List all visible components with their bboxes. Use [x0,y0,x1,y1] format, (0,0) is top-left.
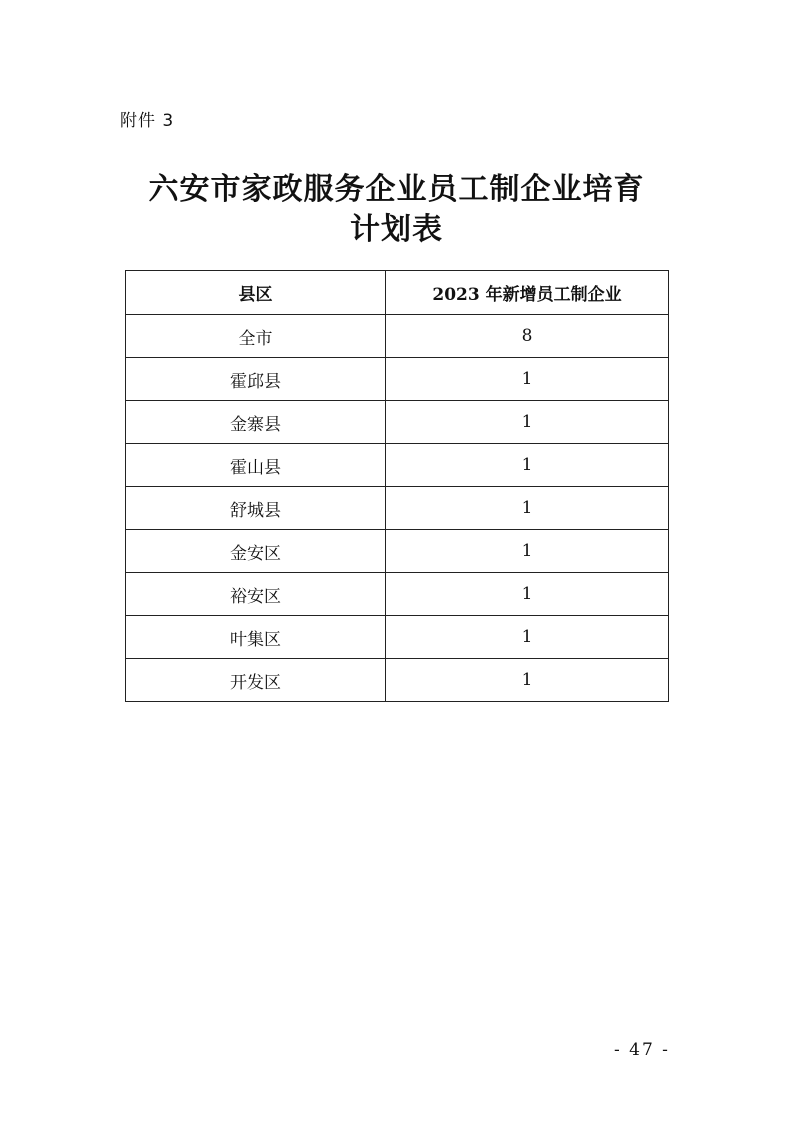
count-cell: 1 [386,487,669,530]
table-row [126,401,669,444]
count-cell: 1 [386,401,669,444]
count-cell: 1 [386,573,669,616]
count-cell: 1 [386,659,669,702]
count-cell: 8 [386,315,669,358]
count-cell: 1 [386,530,669,573]
table-row [126,573,669,616]
table-row [126,315,669,358]
table-header-row [126,271,669,315]
column-header-area: 县区 [126,271,386,315]
area-cell: 叶集区 [126,616,386,659]
count-cell: 1 [386,444,669,487]
table-row [126,358,669,401]
table-row [126,659,669,702]
count-cell: 1 [386,358,669,401]
document-title-line1: 六安市家政服务企业员工制企业培育 [148,172,645,207]
area-cell: 金安区 [126,530,386,573]
area-cell: 霍山县 [126,444,386,487]
table-row [126,616,669,659]
table-row [126,530,669,573]
document-title-line2: 计划表 [350,212,443,247]
plan-table [125,270,669,702]
table-row [126,444,669,487]
page-number: - 47 - [614,1040,670,1060]
table-row [126,487,669,530]
area-cell: 裕安区 [126,573,386,616]
area-cell: 霍邱县 [126,358,386,401]
column-header-new-enterprises: 2023 年新增员工制企业 [386,271,669,315]
attachment-label: 附件 3 [120,111,175,131]
area-cell: 开发区 [126,659,386,702]
area-cell: 全市 [126,315,386,358]
area-cell: 金寨县 [126,401,386,444]
area-cell: 舒城县 [126,487,386,530]
count-cell: 1 [386,616,669,659]
